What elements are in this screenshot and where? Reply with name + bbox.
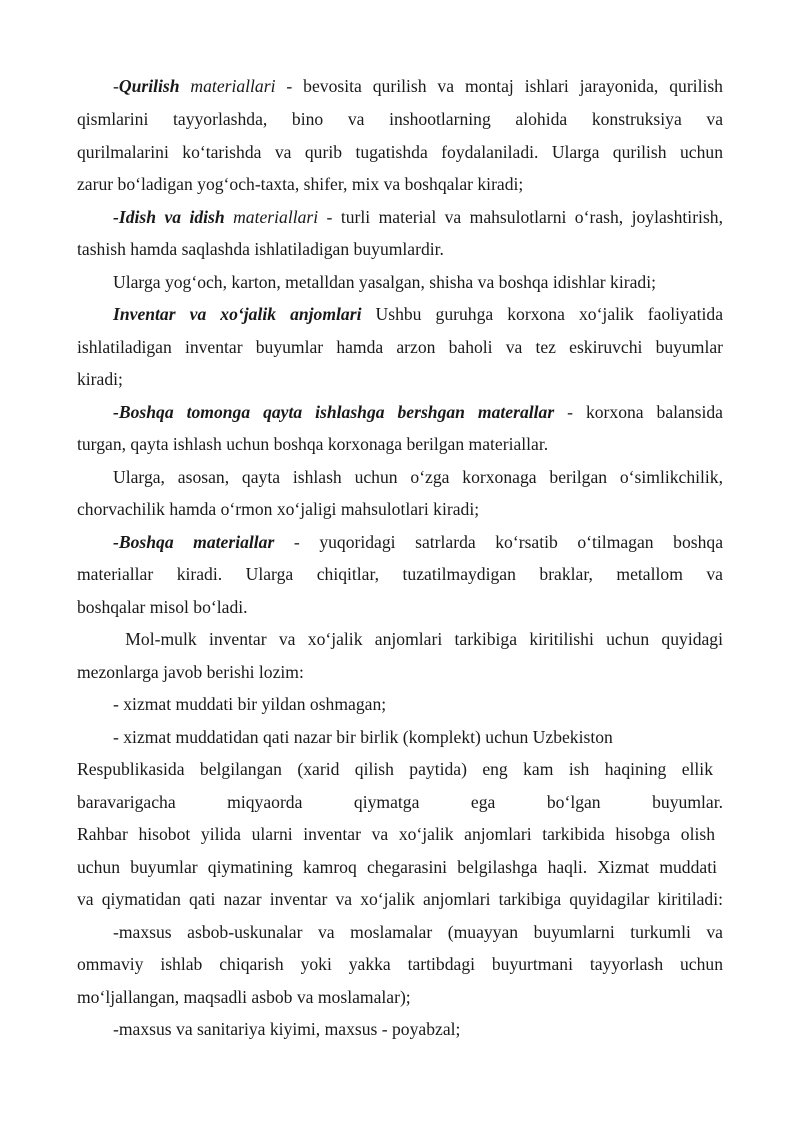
paragraph-line (113, 206, 723, 228)
paragraph-line: chorvachilik hamda o‘rmon xo‘jaligi mahsulotlari kiradi; (77, 499, 480, 519)
paragraph-line: turgan, qayta ishlash uchun boshqa korxonaga berilgan materiallar. (77, 434, 549, 454)
term-bold-italic: Qurilish (118, 76, 180, 96)
paragraph-line (113, 531, 723, 553)
paragraph-line: qurilmalarini ko‘tarishda va qurib tugatishda foydalaniladi. Ularga qurilish uchun (77, 142, 723, 162)
paragraph-line: baravarigacha miqyaorda qiymatga ega bo‘lgan buyumlar. (77, 792, 723, 812)
paragraph-line: Rahbar hisobot yilida ularni inventar va xo‘jalik anjomlari tarkibida hisobga olish (77, 824, 715, 844)
paragraph-line: Ularga, asosan, qayta ishlash uchun o‘zga korxonaga berilgan o‘simlikchilik, (113, 467, 723, 487)
term-bold-italic: -Idish va idish (113, 207, 225, 227)
paragraph-line: mo‘ljallangan, maqsadli asbob va moslamalar); (77, 987, 411, 1007)
paragraph-line: -maxsus va sanitariya kiyimi, maxsus - poyabzal; (113, 1019, 461, 1039)
paragraph-line: mezonlarga javob berishi lozim: (77, 662, 304, 682)
paragraph-line: va qiymatidan qati nazar inventar va xo‘jalik anjomlari tarkibiga quyidagilar kiritiladi: (77, 889, 723, 909)
paragraph-line (113, 303, 723, 325)
paragraph-line (113, 75, 723, 97)
term-italic: materiallari (224, 207, 319, 227)
paragraph-line: -maxsus asbob-uskunalar va moslamalar (muayyan buyumlarni turkumli va (113, 922, 723, 942)
paragraph-line: ishlatiladigan inventar buyumlar hamda arzon baholi va tez eskiruvchi buyumlar (77, 337, 723, 357)
text-run: - turli material va mahsulotlarni o‘rash, joylashtirish, (318, 207, 723, 227)
paragraph-line: - xizmat muddati bir yildan oshmagan; (113, 694, 387, 714)
term-bold-italic: -Boshqa tomonga qayta ishlashga bershgan materallar (113, 402, 555, 422)
paragraph-line: materiallar kiradi. Ularga chiqitlar, tuzatilmaydigan braklar, metallom va (77, 564, 723, 584)
text-run: - (113, 76, 119, 96)
paragraph-line: Mol-mulk inventar va xo‘jalik anjomlari tarkibiga kiritilishi uchun quyidagi (113, 629, 723, 649)
paragraph-line: - xizmat muddatidan qati nazar bir birlik (komplekt) uchun Uzbekiston (113, 727, 613, 747)
paragraph-line: Respublikasida belgilangan (xarid qilish paytida) eng kam ish haqining ellik (77, 759, 713, 779)
text-run: Ushbu guruhga korxona xo‘jalik faoliyatida (361, 304, 723, 324)
term-bold-italic: Inventar va xo‘jalik anjomlari (113, 304, 362, 324)
term-italic: materiallari (179, 76, 276, 96)
paragraph-line: ommaviy ishlab chiqarish yoki yakka tartibdagi buyurtmani tayyorlash uchun (77, 954, 723, 974)
paragraph-line: uchun buyumlar qiymatining kamroq chegarasini belgilashga haqli. Xizmat muddati (77, 857, 717, 877)
text-run: - korxona balansida (554, 402, 723, 422)
paragraph-line: qismlarini tayyorlashda, bino va inshootlarning alohida konstruksiya va (77, 109, 723, 129)
text-run: - yuqoridagi satrlarda ko‘rsatib o‘tilmagan boshqa (274, 532, 723, 552)
paragraph-line: Ularga yog‘och, karton, metalldan yasalgan, shisha va boshqa idishlar kiradi; (113, 272, 656, 292)
paragraph-line: tashish hamda saqlashda ishlatiladigan buyumlardir. (77, 239, 444, 259)
paragraph-line: kiradi; (77, 369, 123, 389)
paragraph-line: zarur bo‘ladigan yog‘och-taxta, shifer, mix va boshqalar kiradi; (77, 174, 524, 194)
paragraph-line (113, 401, 723, 423)
text-run: - bevosita qurilish va montaj ishlari jarayonida, qurilish (275, 76, 723, 96)
paragraph-line: boshqalar misol bo‘ladi. (77, 597, 248, 617)
term-bold-italic: -Boshqa materiallar (113, 532, 275, 552)
